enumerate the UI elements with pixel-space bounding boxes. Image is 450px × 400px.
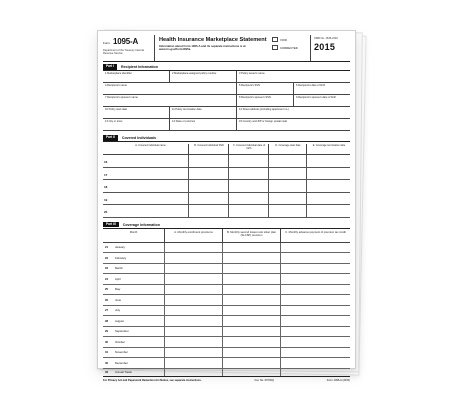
recipient-name-field[interactable]: 4 Recipient's name (103, 83, 237, 94)
enrollment-premium-cell[interactable] (165, 327, 223, 337)
part3-tag: Part III (103, 222, 119, 228)
month-row (103, 327, 350, 338)
enrollment-premium-cell[interactable] (165, 348, 223, 358)
coverage-start-cell[interactable] (269, 193, 307, 205)
enrollment-premium-cell[interactable] (165, 306, 223, 316)
covered-individuals-table (103, 155, 350, 218)
slcsp-premium-cell[interactable] (223, 295, 281, 305)
slcsp-premium-cell[interactable] (223, 285, 281, 295)
coverage-start-cell[interactable] (269, 180, 307, 192)
spouse-ssn-field[interactable]: 8 Recipient's spouse's SSN (237, 95, 294, 106)
individual-name-cell[interactable] (112, 155, 189, 167)
line-number: 21 (105, 245, 109, 250)
month-row (103, 295, 350, 306)
slcsp-premium-cell[interactable] (223, 306, 281, 316)
month-name: August (115, 318, 124, 323)
advance-payment-cell[interactable] (281, 295, 350, 305)
enrollment-premium-cell[interactable] (165, 274, 223, 284)
month-name: December (115, 360, 128, 365)
advance-payment-cell[interactable] (281, 285, 350, 295)
month-row (103, 337, 350, 348)
line-number: 31 (105, 350, 109, 355)
month-name: June (115, 297, 122, 302)
month-name: April (115, 276, 121, 281)
line-number: 19 (104, 197, 108, 202)
policy-start-field[interactable]: 10 Policy start date (103, 107, 170, 118)
line-number: 30 (105, 339, 109, 344)
coverage-end-cell[interactable] (307, 180, 350, 192)
part3-header (103, 222, 350, 229)
part2-title: Covered Individuals (121, 136, 157, 140)
advance-payment-cell[interactable] (281, 306, 350, 316)
coverage-start-cell[interactable] (269, 155, 307, 167)
form-1095a-sheet (97, 30, 356, 382)
spouse-name-field[interactable]: 7 Recipient's spouse's name (103, 95, 237, 106)
month-name: February (115, 255, 127, 260)
line-number: 26 (105, 297, 109, 302)
coverage-start-cell[interactable] (269, 205, 307, 217)
month-row (103, 274, 350, 285)
omb-year-block (310, 35, 350, 61)
instructions-info: Information about Form 1095-A and its separate instructions is at www.irs.gov/form1095a. (159, 44, 246, 52)
recipient-info-grid (103, 71, 350, 131)
month-row (103, 253, 350, 264)
line-number: 27 (105, 308, 109, 313)
form-footer (103, 377, 350, 384)
status-checkboxes (272, 35, 310, 61)
coverage-info-header (103, 229, 350, 243)
table-row (103, 193, 350, 206)
month-label-cell (103, 327, 165, 337)
slcsp-premium-cell[interactable] (223, 369, 281, 376)
line-number: 28 (105, 318, 109, 323)
month-row (103, 358, 350, 369)
part1-tag: Part I (103, 64, 117, 70)
advance-payment-cell[interactable] (281, 327, 350, 337)
omb-number: OMB No. 1545-2232 (314, 37, 338, 40)
month-name: March (115, 266, 123, 271)
part2-tag: Part II (103, 135, 118, 141)
month-label-cell (103, 337, 165, 347)
enrollment-premium-cell[interactable] (165, 337, 223, 347)
individual-dob-cell[interactable] (229, 205, 269, 217)
slcsp-premium-cell[interactable] (223, 348, 281, 358)
month-label-cell (103, 274, 165, 284)
recipient-row (103, 71, 350, 83)
policy-number-field[interactable]: 2 Marketplace-assigned policy number (170, 71, 237, 82)
month-row (103, 316, 350, 327)
month-label-cell (103, 295, 165, 305)
individual-dob-cell[interactable] (229, 193, 269, 205)
advance-payment-cell[interactable] (281, 264, 350, 274)
month-name: Annual Totals (115, 370, 132, 374)
part3-title: Coverage Information (122, 222, 160, 227)
month-label-cell (103, 264, 165, 274)
month-name: July (115, 308, 120, 313)
privacy-notice: For Privacy Act and Paperwork Reduction Act Notice, see separate instructions. (103, 379, 202, 382)
slcsp-premium-cell[interactable] (223, 274, 281, 284)
catalog-number: Cat. No. 60703Q (254, 379, 274, 382)
advance-payment-cell[interactable] (281, 274, 350, 284)
individual-dob-cell[interactable] (229, 180, 269, 192)
form-number: 1095-A (113, 37, 139, 46)
corrected-label: CORRECTED (280, 45, 298, 50)
month-label-cell (103, 348, 165, 358)
column-header: D. Coverage start date (269, 144, 307, 154)
coverage-info-table (103, 243, 350, 377)
slcsp-premium-cell[interactable] (223, 316, 281, 326)
form-title: Health Insurance Marketplace Statement (159, 37, 267, 43)
advance-payment-cell[interactable] (281, 369, 350, 376)
enrollment-premium-cell[interactable] (165, 369, 223, 376)
individual-dob-cell[interactable] (229, 155, 269, 167)
individual-ssn-cell[interactable] (189, 193, 229, 205)
form-id-block (103, 35, 155, 61)
month-row (103, 306, 350, 317)
line-number: 16 (104, 160, 108, 164)
month-label-cell (103, 285, 165, 295)
city-field[interactable]: 13 City or town (103, 119, 170, 130)
marketplace-id-field[interactable]: 1 Marketplace identifier (103, 71, 170, 82)
column-header: B. Monthly second lowest cost silver plan (SLCSP) premium (223, 229, 281, 242)
line-number: 22 (105, 255, 109, 260)
enrollment-premium-cell[interactable] (165, 295, 223, 305)
month-name: November (115, 350, 128, 355)
month-row (103, 348, 350, 359)
form-header (103, 35, 350, 62)
month-label-cell (103, 243, 165, 253)
month-name: May (115, 287, 121, 292)
policy-issuer-field[interactable]: 3 Policy issuer's name (239, 72, 265, 75)
month-label-cell (103, 369, 165, 376)
month-row (103, 243, 350, 254)
individual-name-cell[interactable] (112, 205, 189, 217)
coverage-end-cell[interactable] (307, 168, 350, 180)
form-reference: Form 1095-A (2015) (326, 379, 350, 382)
individual-dob-cell[interactable] (229, 168, 269, 180)
column-header: B. Covered individual SSN (189, 144, 229, 154)
column-header: Month (103, 229, 165, 242)
month-row (103, 285, 350, 296)
advance-payment-cell[interactable] (281, 348, 350, 358)
covered-individuals-header (103, 144, 350, 155)
line-number: 20 (104, 210, 108, 214)
void-checkbox[interactable] (272, 37, 278, 42)
table-row (103, 205, 350, 218)
part1-header (103, 64, 350, 71)
column-header: A. Covered individual name (112, 144, 189, 154)
advance-payment-cell[interactable] (281, 358, 350, 368)
column-header: E. Coverage termination date (312, 144, 346, 147)
individual-ssn-cell[interactable] (189, 180, 229, 192)
table-row (103, 168, 350, 181)
recipient-row (103, 107, 350, 119)
slcsp-premium-cell[interactable] (223, 337, 281, 347)
line-number: 33 (105, 370, 109, 374)
column-header: C. Covered individual date of birth (229, 144, 269, 154)
part2-header (103, 135, 350, 142)
advance-payment-cell[interactable] (281, 316, 350, 326)
slcsp-premium-cell[interactable] (223, 253, 281, 263)
month-label-cell (103, 306, 165, 316)
title-block (155, 35, 272, 61)
corrected-checkbox[interactable] (272, 45, 278, 50)
enrollment-premium-cell[interactable] (165, 243, 223, 253)
recipient-row (103, 83, 350, 95)
recipient-ssn-field[interactable]: 5 Recipient's SSN (237, 83, 294, 94)
form-word: Form (103, 41, 110, 45)
advance-payment-cell[interactable] (281, 243, 350, 253)
line-number: 32 (105, 360, 109, 365)
slcsp-premium-cell[interactable] (223, 327, 281, 337)
slcsp-premium-cell[interactable] (223, 243, 281, 253)
country-zip-field[interactable]: 15 Country and ZIP or foreign postal code (239, 120, 288, 123)
month-name: October (115, 339, 125, 344)
tax-year: 2015 (314, 42, 336, 52)
void-label: VOID (280, 37, 287, 42)
policy-end-field[interactable]: 11 Policy termination date (170, 107, 237, 118)
advance-payment-cell[interactable] (281, 337, 350, 347)
spouse-dob-field[interactable]: 9 Recipient's spouse's date of birth (296, 96, 337, 99)
month-row (103, 264, 350, 275)
line-number: 29 (105, 329, 109, 334)
line-number: 24 (105, 276, 109, 281)
coverage-end-cell[interactable] (307, 205, 350, 217)
month-label-cell (103, 358, 165, 368)
street-address-field[interactable]: 12 Street address (including apartment no.) (239, 108, 289, 111)
state-field[interactable]: 14 State or province (170, 119, 237, 130)
annual-totals-row (103, 369, 350, 377)
part1-title: Recipient Information (120, 65, 158, 69)
department-label: Department of the Treasury Internal Revenue Service (103, 49, 144, 55)
individual-ssn-cell[interactable] (189, 168, 229, 180)
individual-name-cell[interactable] (112, 193, 189, 205)
recipient-row (103, 119, 350, 131)
line-number: 23 (105, 266, 109, 271)
line-number: 25 (105, 287, 109, 292)
slcsp-premium-cell[interactable] (223, 358, 281, 368)
enrollment-premium-cell[interactable] (165, 285, 223, 295)
recipient-row (103, 95, 350, 107)
coverage-start-cell[interactable] (269, 168, 307, 180)
enrollment-premium-cell[interactable] (165, 264, 223, 274)
column-header: A. Monthly enrollment premiums (165, 229, 223, 242)
month-name: September (115, 329, 129, 334)
column-header: C. Monthly advance payment of premium tax credit (285, 230, 346, 234)
month-label-cell (103, 253, 165, 263)
line-number-header (103, 144, 112, 154)
individual-name-cell[interactable] (112, 168, 189, 180)
recipient-dob-field[interactable]: 6 Recipient's date of birth (296, 84, 326, 87)
advance-payment-cell[interactable] (281, 253, 350, 263)
month-name: January (115, 245, 125, 250)
table-row (103, 180, 350, 193)
enrollment-premium-cell[interactable] (165, 358, 223, 368)
individual-ssn-cell[interactable] (189, 155, 229, 167)
slcsp-premium-cell[interactable] (223, 264, 281, 274)
line-number: 17 (104, 172, 108, 177)
individual-ssn-cell[interactable] (189, 205, 229, 217)
coverage-end-cell[interactable] (307, 193, 350, 205)
individual-name-cell[interactable] (112, 180, 189, 192)
enrollment-premium-cell[interactable] (165, 253, 223, 263)
coverage-end-cell[interactable] (307, 155, 350, 167)
table-row (103, 155, 350, 168)
enrollment-premium-cell[interactable] (165, 316, 223, 326)
line-number: 18 (104, 185, 108, 189)
month-label-cell (103, 316, 165, 326)
